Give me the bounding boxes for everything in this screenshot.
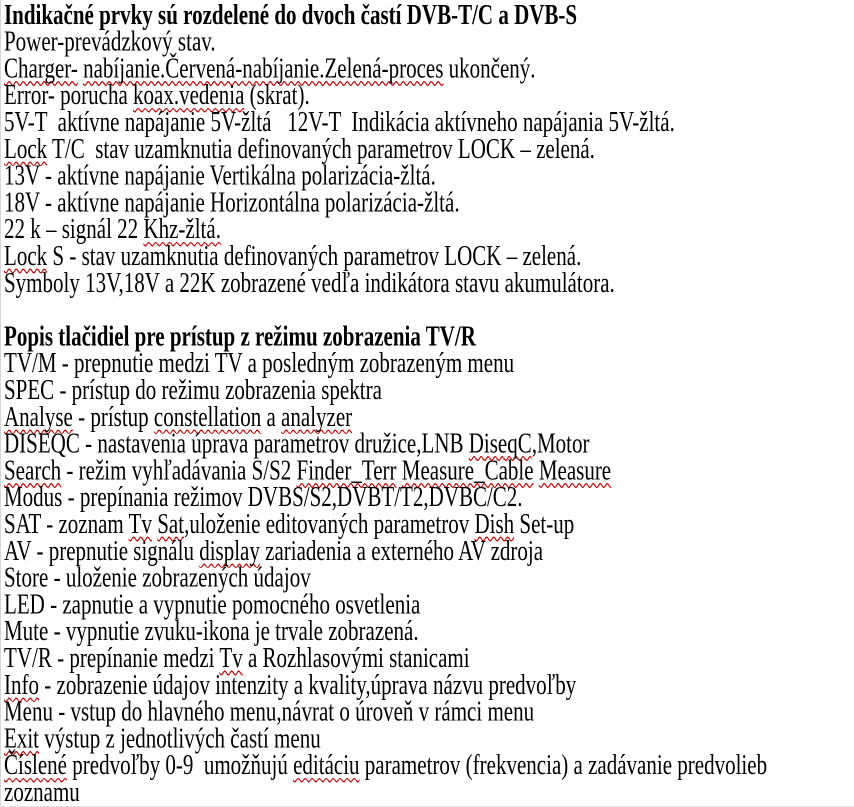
text-line [4, 159, 854, 192]
misspelled-word: editáciu [293, 748, 360, 781]
text-line [4, 453, 854, 487]
text-segment: Indikačné prvky sú rozdelené do dvoch častí DVB-T/C a DVB-S [4, 0, 578, 31]
misspelled-word: Tv [219, 641, 243, 674]
text-segment: a Rozhlasovými stanicami [242, 641, 470, 674]
text-line [4, 212, 854, 245]
misspelled-word: Measure [538, 453, 612, 487]
text-segment: Error- porucha [4, 78, 134, 111]
text-line [4, 346, 854, 379]
text-segment: S - stav uzamknutia definovaných parametrov LOCK – zelená. [47, 239, 582, 272]
text-line [4, 534, 854, 567]
text-line [4, 51, 854, 85]
text-segment: 18V - aktívne napájanie Horizontálna polarizácia-žltá. [4, 185, 460, 219]
text-segment: ,Motor [531, 427, 590, 460]
document-body [4, 1, 854, 805]
misspelled-word: Info [4, 668, 39, 701]
section-heading [4, 0, 854, 31]
text-segment: ukončený. [443, 51, 536, 85]
misspelled-word: display [199, 534, 260, 567]
text-segment: zoznamu [4, 775, 80, 807]
text-line [4, 587, 854, 621]
text-line [4, 239, 854, 272]
misspelled-word: DiseqC [468, 427, 532, 460]
text-segment: DISEQC - nastavenia úprava parametrov družice,LNB [4, 427, 469, 460]
misspelled-word: Exit [4, 721, 39, 755]
text-line [4, 561, 854, 594]
section-heading [4, 319, 854, 353]
misspelled-word: koax.vedenia [133, 78, 245, 111]
text-line [4, 373, 854, 406]
text-line [4, 427, 854, 460]
blank-line [4, 296, 854, 323]
text-segment: Symboly 13V,18V a 22K zobrazené vedľa indikátora stavu akumulátora. [4, 266, 615, 299]
misspelled-word: Tv [128, 507, 152, 540]
text-line [4, 668, 854, 701]
text-segment: AV - prepnutie signálu [4, 534, 200, 567]
text-segment: 13V - aktívne napájanie Vertikálna polarizácia-žltá. [4, 159, 436, 192]
misspelled-word: Lock [4, 132, 48, 165]
text-line [4, 721, 854, 755]
text-line [4, 775, 854, 807]
text-segment: SPEC - prístup do režimu zobrazenia spektra [4, 373, 382, 406]
text-segment: Modus - prepínania režimov DVBS/S2,DVBT/T2,DVBC/C2. [4, 480, 523, 513]
text-segment: predvoľby 0-9 umožňujú [67, 748, 294, 781]
text-line [4, 132, 854, 165]
text-segment: - zobrazenie údajov intenzity a kvality,úprava názvu predvoľby [39, 668, 577, 701]
text-segment: zariadenia a externého AV zdroja [259, 534, 544, 567]
text-segment: a [261, 400, 282, 433]
misspelled-word: analyzer [281, 400, 353, 433]
text-segment: TV/M - prepnutie medzi TV a posledným zobrazeným menu [4, 346, 515, 379]
text-segment: Mute - vypnutie zvuku-ikona je trvale zobrazená. [4, 614, 419, 647]
text-segment: - režim vyhľadávania S/S2 [61, 453, 297, 487]
text-segment: 5V-T aktívne napájanie 5V-žltá 12V-T Indikácia aktívneho napájania 5V-žltá. [4, 105, 675, 138]
text-segment: LED - zapnutie a vypnutie pomocného osvetlenia [4, 587, 421, 621]
text-segment: 22 k – signál 22 [4, 212, 144, 245]
misspelled-word: Číslené [4, 748, 67, 781]
misspelled-word: Search [4, 453, 62, 487]
text-line [4, 695, 854, 728]
misspelled-word: Measure_Cable [401, 453, 534, 487]
misspelled-word: Finder_Terr [296, 453, 397, 487]
text-line [4, 78, 854, 111]
misspelled-word: Khz-žltá. [143, 212, 221, 245]
text-segment: TV/R - prepínanie medzi [4, 641, 220, 674]
text-line [4, 266, 854, 299]
text-segment: Set-up [514, 507, 575, 540]
text-segment: - prístup [72, 400, 154, 433]
misspelled-word: Dish [474, 507, 515, 540]
text-segment: T/C stav uzamknutia definovaných parametrov LOCK – zelená. [47, 132, 595, 165]
text-line [4, 614, 854, 647]
text-line [4, 480, 854, 513]
text-line [4, 507, 854, 540]
text-line [4, 25, 854, 58]
text-line [4, 748, 854, 781]
text-segment: ,uloženie editovaných parametrov [184, 507, 475, 540]
text-segment: výstup z jednotlivých častí menu [39, 721, 321, 755]
text-line [4, 400, 854, 433]
text-segment: SAT - zoznam [4, 507, 129, 540]
text-segment: Menu - vstup do hlavného menu,návrat o úroveň v rámci menu [4, 695, 535, 728]
text-segment: parametrov (frekvencia) a zadávanie predvolieb [359, 748, 768, 781]
misspelled-word: Sat [157, 507, 185, 540]
text-line [4, 105, 854, 138]
text-segment: Power-prevádzkový stav. [4, 25, 216, 58]
text-segment: (skrat). [244, 78, 310, 111]
text-segment: Store - uloženie zobrazených údajov [4, 561, 311, 594]
misspelled-word: constellation [153, 400, 262, 433]
text-line [4, 641, 854, 674]
misspelled-word: Analyse [4, 400, 73, 433]
text-segment: Popis tlačidiel pre prístup z režimu zobrazenia TV/R [4, 319, 476, 353]
misspelled-word: nabíjanie.Červená-nabíjanie.Zelená-proces [83, 51, 444, 85]
text-line [4, 185, 854, 219]
misspelled-word: Charger- [4, 51, 78, 85]
misspelled-word: Lock [4, 239, 48, 272]
